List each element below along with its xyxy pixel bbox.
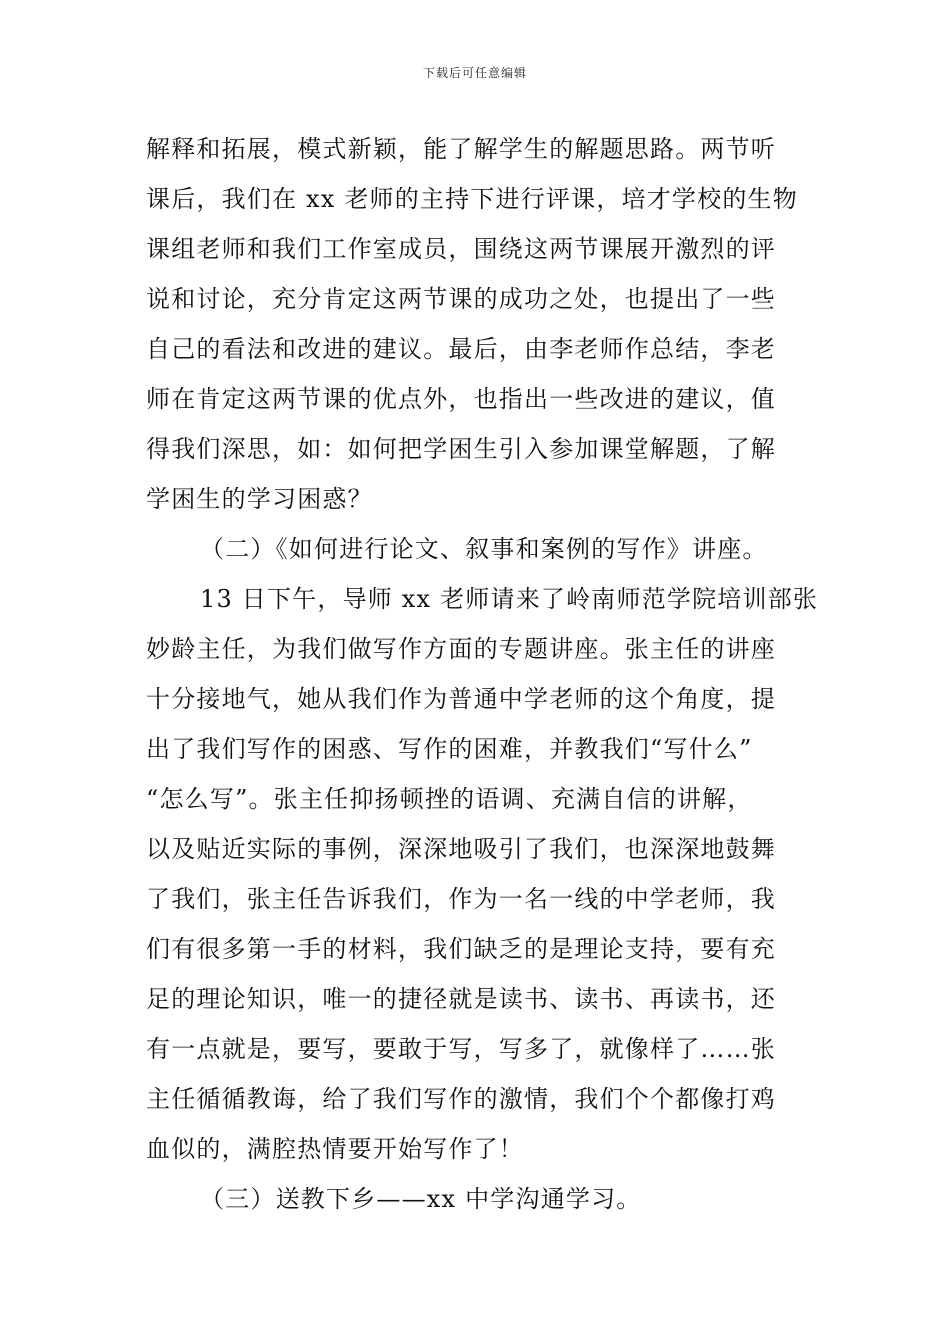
text-line: 解释和拓展，模式新颖，能了解学生的解题思路。两节听 bbox=[146, 135, 776, 163]
text-line: 学困生的学习困惑？ bbox=[146, 485, 373, 513]
text-line: 血似的，满腔热情要开始写作了！ bbox=[146, 1135, 524, 1163]
text-line: 有一点就是，要写，要敢于写，写多了，就像样了……张 bbox=[146, 1035, 776, 1063]
text-line: 说和讨论，充分肯定这两节课的成功之处，也提出了一些 bbox=[146, 285, 776, 313]
text-line: 十分接地气，她从我们作为普通中学老师的这个角度，提 bbox=[146, 685, 776, 713]
text-line: “怎么写”。张主任抑扬顿挫的语调、充满自信的讲解， bbox=[146, 785, 753, 813]
text-line: 足的理论知识，唯一的捷径就是读书、读书、再读书，还 bbox=[146, 985, 776, 1013]
section-heading-3: （三）送教下乡——xx 中学沟通学习。 bbox=[200, 1185, 642, 1213]
text-line: 们有很多第一手的材料，我们缺乏的是理论支持，要有充 bbox=[146, 935, 776, 963]
text-line: 以及贴近实际的事例，深深地吸引了我们，也深深地鼓舞 bbox=[146, 835, 776, 863]
page-header: 下载后可任意编辑 bbox=[422, 66, 527, 80]
text-line: 自己的看法和改进的建议。最后，由李老师作总结，李老 bbox=[146, 335, 776, 363]
section-heading-2: （二）《如何进行论文、叙事和案例的写作》讲座。 bbox=[200, 535, 768, 563]
text-line: 师在肯定这两节课的优点外，也指出一些改进的建议，值 bbox=[146, 385, 776, 413]
text-line: 了我们，张主任告诉我们，作为一名一线的中学老师，我 bbox=[146, 885, 776, 913]
text-line: 13 日下午，导师 xx 老师请来了岭南师范学院培训部张 bbox=[200, 585, 819, 613]
document-body bbox=[146, 124, 819, 1224]
text-line: 课组老师和我们工作室成员，围绕这两节课展开激烈的评 bbox=[146, 235, 776, 263]
text-line: 主任循循教诲，给了我们写作的激情，我们个个都像打鸡 bbox=[146, 1085, 776, 1113]
text-line: 出了我们写作的困惑、写作的困难，并教我们“写什么” bbox=[146, 735, 753, 763]
text-line: 得我们深思，如：如何把学困生引入参加课堂解题，了解 bbox=[146, 435, 776, 463]
text-line: 课后，我们在 xx 老师的主持下进行评课，培才学校的生物 bbox=[146, 185, 798, 213]
text-line: 妙龄主任，为我们做写作方面的专题讲座。张主任的讲座 bbox=[146, 635, 776, 663]
